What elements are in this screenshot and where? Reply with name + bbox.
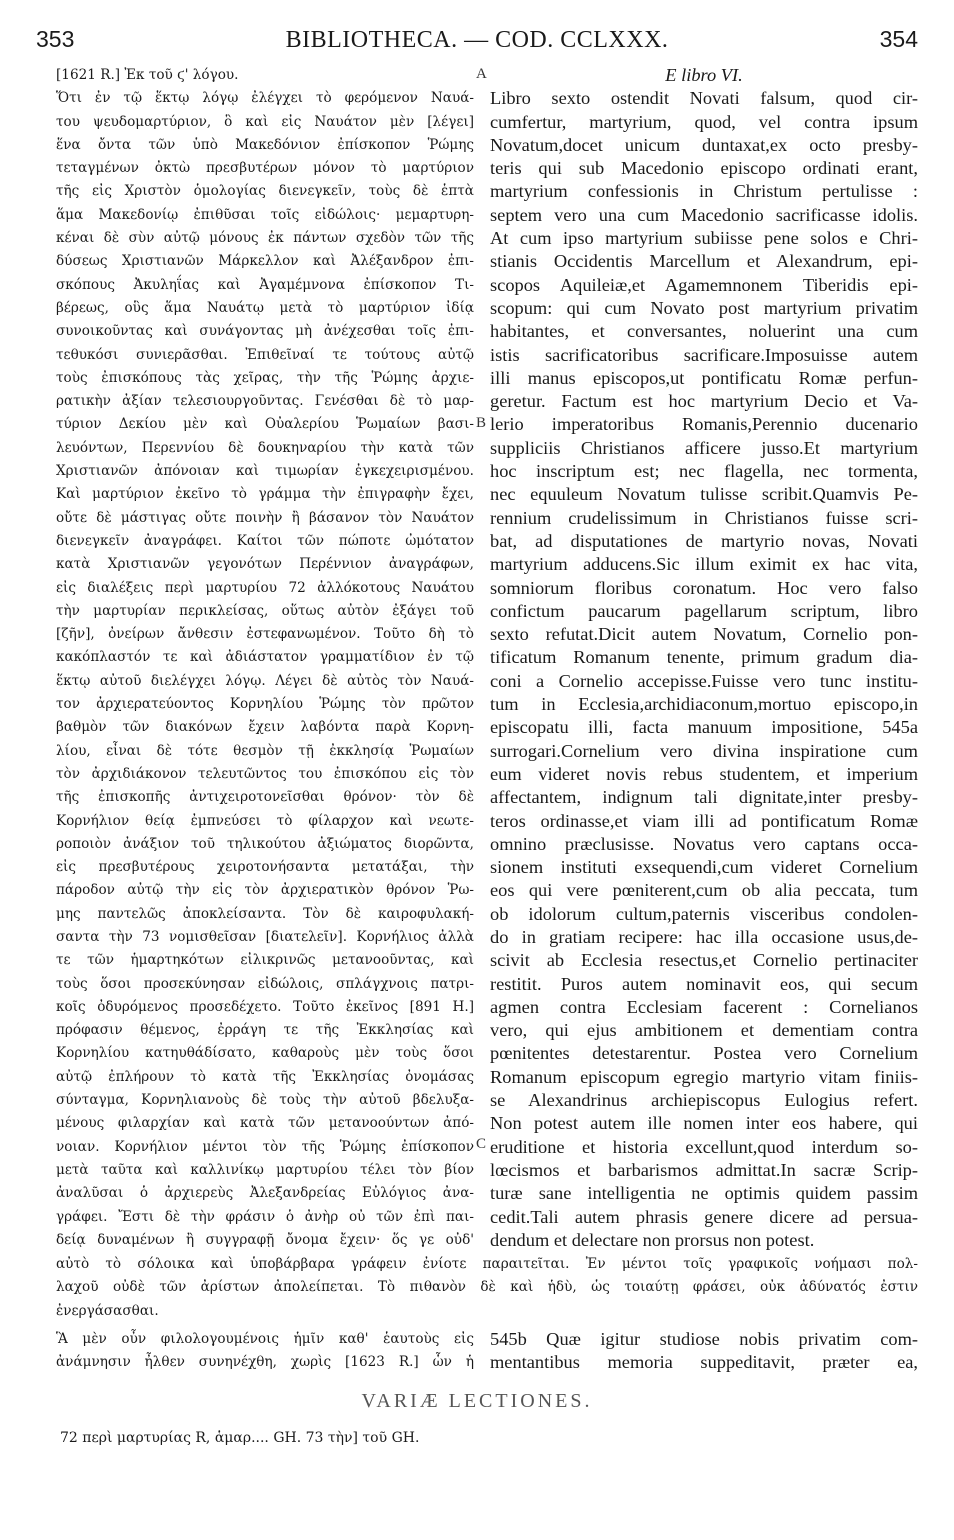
- closing-greek-line: Ἃ μὲν οὖν φιλολογουμένοις ἡμῖν καθ' ἑαυτοὺς εἰς: [56, 1331, 474, 1347]
- latin-text-line: Novatum,docet unicum duntaxat,ex octo presby-: [490, 134, 918, 155]
- greek-text-line: διενεγκεῖν ἀναγράφει. Καίτοι τῶν πώποτε ὠμότατον: [56, 532, 474, 549]
- greek-text-line: λίου, εἶναι δὲ τότε θεσμὸν τῇ ἐκκλησίᾳ Ῥωμαίων: [56, 742, 474, 759]
- latin-text-line: rennium crudelissimum in Christianos fuisse scri-: [490, 507, 918, 528]
- greek-text-line: [1621 R.] Ἐκ τοῦ ϛ' λόγου.: [56, 67, 239, 83]
- greek-text-line: δύσεως Χριστιανῶν Μάρκελλον καὶ Ἀλέξανδρον ἐπι-: [56, 253, 474, 270]
- latin-text-line: teris qui sub Macedonio episcopo ordinati erant,: [490, 158, 918, 179]
- greek-text-line: λευόντων, Περεννίου δὲ δουκηναρίου τὴν κατὰ τῶν: [56, 439, 474, 456]
- latin-text-line: pœnitentes detestarentur. Postea vero Cornelium: [490, 1043, 918, 1064]
- greek-text-line: εἰς διαλέξεις περὶ μαρτυρίου 72 ἀλλόκοτους Ναυάτου: [56, 579, 474, 596]
- greek-text-line: μετὰ ταῦτα καὶ καλλινίκῳ μαρτυρίου τέλει τὸν βίον: [56, 1161, 474, 1178]
- greek-text-line: Κορνηλίου κατηυθάδίσατο, καθαροὺς μὲν τοὺς ὅσοι: [56, 1045, 474, 1062]
- full-width-greek-passage: [56, 1253, 918, 1323]
- latin-text-line: cedit.Tali autem phrasis genere dicere ad persua-: [490, 1206, 918, 1227]
- greek-text-line: ἕνα ὄντα τῶν ὑπὸ Μακεδόνιον ἐπίσκοπον Ῥώμης: [56, 136, 474, 153]
- latin-text-line: confictum paucarum pagellarum scriptum, libro: [490, 600, 918, 621]
- latin-text-line: Non potest autem ille nomen inter eos habere, qui: [490, 1113, 918, 1134]
- latin-text-line: septem vero una cum Macedonio sacrificasse idolis.: [490, 204, 918, 225]
- greek-column: [56, 64, 474, 1252]
- latin-text-line: ob idolorum cultum,paternis visceribus condolen-: [490, 903, 918, 924]
- greek-text-line: [ζῆν], ὀνείρων ἄνθεσιν ἐστεφανωμένον. Τοῦτο δὴ τὸ: [56, 626, 474, 643]
- latin-text-line: do in gratiam recipere: hac illa occasione usus,de-: [490, 926, 918, 947]
- latin-text-line: vero, qui ejus ambitionem et dementiam contra: [490, 1020, 918, 1041]
- running-header: [36, 26, 918, 66]
- latin-text-line: Libro sexto ostendit Novati falsum, quod cir-: [490, 88, 918, 109]
- latin-text-line: scivit ab Ecclesia resectus,et Cornelio pertinaciter: [490, 950, 918, 971]
- full-width-text-line: ἐνεργάσασθαι.: [56, 1302, 159, 1319]
- greek-text-line: τὴν μαρτυρίαν περικλείσας, οὕτως αὐτὸν ἐξάγει τοῦ: [56, 602, 474, 619]
- latin-text-line: turæ sane intelligentia ne optimis quidem passim: [490, 1183, 918, 1204]
- greek-text-line: σκόπους Ἀκυληΐας καὶ Ἀγαμέμνονα ἐπίσκοπον Τι-: [56, 276, 474, 293]
- greek-text-line: βέρεως, οὓς ἅμα Ναυάτῳ μετὰ τὸ μαρτύριον ἰδίᾳ: [56, 299, 474, 316]
- greek-text-line: αὐτῷ ἐπλήρουν τὸ κατὰ τῆς Ἐκκλησίας ὀνομάσας: [56, 1068, 474, 1085]
- latin-text-line: tificatum Romanum tenente, primum gradum dia-: [490, 647, 918, 668]
- latin-text-line: suppliciis Christianos afficere jusso.Et martyrium: [490, 437, 918, 458]
- greek-text-line: σαντα τὴν 73 νομισθεῖσαν [διατελεῖν]. Κορνήλιος ἀλλὰ: [56, 928, 474, 945]
- latin-text-line: coni a Cornelio accepisse.Fuisse vero tunc institu-: [490, 670, 918, 691]
- latin-column: [490, 64, 918, 1252]
- greek-text-line: δείᾳ δυναμένων ἢ συγγραφῇ ὄνομα ἔχειν· ὅς γε οὐδ': [56, 1231, 474, 1248]
- greek-text-line: σύνταγμα, Κορνηλιανοὺς δὲ τοὺς τὴν αὐτοῦ βδελυξα-: [56, 1092, 474, 1109]
- latin-text-line: eos qui vere pœniterent,cum ob alia peccata, tum: [490, 880, 918, 901]
- latin-text-line: teros ordinasse,et viam illi ad pontificatum Romæ: [490, 810, 918, 831]
- greek-text-line: κέναι δὲ σὺν αὐτῷ μόνους ἐκ πάντων σχεδὸν τῶν τῆς: [56, 230, 474, 247]
- greek-text-line: Κορνήλιον θείᾳ ἐμπνεύσει τὸ φίλαρχον καὶ νεωτε-: [56, 812, 474, 829]
- greek-text-line: ἅμα Μακεδονίῳ ἐπιθῦσαι τοῖς εἰδώλοις· μεμαρτυρη-: [56, 206, 474, 223]
- page-number-left: 353: [36, 26, 75, 52]
- greek-text-line: μένους φιλαρχίαν καὶ κατὰ τῶν μετανοούντων ἀπό-: [56, 1115, 474, 1132]
- closing-latin-line: mentantibus memoria suppeditavit, præter ea,: [490, 1352, 918, 1373]
- latin-text-line: Romanum episcopum egregio martyrio vitam finiis-: [490, 1066, 918, 1087]
- greek-text-line: τῆς εἰς Χριστὸν ὁμολογίας διενεγκεῖν, τοὺς δὲ ἑπτὰ: [56, 183, 474, 200]
- greek-text-line: ρατικὴν ἀξίαν τελεσιουργοῦντας. Γενέσθαι δὲ τὸ μαρ-: [56, 393, 474, 410]
- latin-text-line: restitit. Puros autem nominavit eos, qui secum: [490, 973, 918, 994]
- running-title: BIBLIOTHECA. — COD. CCLXXX.: [285, 27, 669, 53]
- greek-text-line: τοὺς ἐπισκόπους τὰς χεῖρας, τὴν τῆς Ῥώμης ἀρχιε-: [56, 369, 474, 386]
- greek-text-line: Ὅτι ἐν τῷ ἕκτῳ λόγῳ ἐλέγχει τὸ φερόμενον Ναυά-: [56, 90, 474, 107]
- footnote-variants: 72 περὶ μαρτυρίας R, ἁμαρ.... GH. 73 τὴν] τοῦ GH.: [60, 1430, 420, 1446]
- greek-text-line: οὔτε δὲ μάστιγας οὔτε ποινὴν ἢ βάσανον τὸν Ναυάτον: [56, 509, 474, 526]
- greek-text-line: τοὺς ὅσοι προσεκύνησαν εἰδώλοις, σπλάγχνοις πατρι-: [56, 975, 474, 992]
- greek-text-line: ροποιὸν ἀνάξιον τοῦ τηλικούτου ἀξιώματος διορῶντα,: [56, 835, 474, 852]
- greek-text-line: πάροδον αὐτῷ τὴν εἰς τὸν ἀρχιερατικὸν θρόνον Ῥω-: [56, 882, 474, 899]
- latin-text-line: martyrium adducens.Sic illum eximit ex hac vita,: [490, 554, 918, 575]
- latin-text-line: surrogari.Cornelium vero divina inspiratione cum: [490, 740, 918, 761]
- greek-text-line: ἀναλῦσαι ὁ ἀρχιερεὺς Ἀλεξανδρείας Εὐλόγιος ἀνα-: [56, 1185, 474, 1202]
- closing-greek-paragraph: [56, 1328, 474, 1375]
- latin-text-line: E libro VI.: [665, 65, 743, 85]
- margin-letter-c: C: [476, 1136, 487, 1152]
- latin-text-line: hoc inscriptum est; nec flagella, nec tormenta,: [490, 461, 918, 482]
- greek-text-line: του ψευδομαρτύριον, ὃ καὶ εἰς Ναυάτον μὲν [λέγει]: [56, 113, 474, 130]
- greek-text-line: τεταγμένων ὀκτὼ πρεσβυτέρων μόνον τὸ μαρτύριον: [56, 160, 474, 177]
- greek-text-line: κακόπλαστόν τε καὶ ἀδιάστατον γραμματίδιον ἐν τῷ: [56, 649, 474, 666]
- latin-text-line: sionem instituti exsequendi,cum videret Cornelium: [490, 857, 918, 878]
- latin-text-line: lerio imperatoribus Romanis,Perennio ducenario: [490, 414, 918, 435]
- closing-latin-paragraph: [490, 1328, 918, 1375]
- latin-text-line: illi manus episcopos,ut pontificatu Romæ perfun-: [490, 367, 918, 388]
- latin-text-line: affectantem, indignum tali dignitate,inter presby-: [490, 787, 918, 808]
- greek-text-line: μης παντελῶς ἀποκλείσαντα. Τὸν δὲ καιροφυλακή-: [56, 905, 474, 922]
- latin-text-line: nec equuleum Novatum tulisse scribit.Quamvis Pe-: [490, 484, 918, 505]
- greek-text-line: νοιαν. Κορνήλιον μέντοι τὸν τῆς Ῥώμης ἐπίσκοπον: [56, 1138, 474, 1155]
- latin-text-line: bat, ad disputationes de martyrio novas, Novati: [490, 530, 918, 551]
- latin-text-line: dendum et delectare non prorsus non potest.: [490, 1229, 815, 1250]
- closing-latin-line: 545b Quæ igitur studiose nobis privatim com-: [490, 1329, 918, 1349]
- latin-text-line: At cum ipso martyrium subiisse pene solos e Chri-: [490, 228, 918, 249]
- variae-lectiones-heading: VARIÆ LECTIONES.: [361, 1390, 593, 1412]
- latin-text-line: se Alexandrinus archiepiscopus Eulogius refert.: [490, 1090, 918, 1111]
- latin-text-line: scopum: qui cum Novato post martyrium privatim: [490, 297, 918, 318]
- latin-text-line: tum in Ecclesia,archidiaconum,mortuo episcopo,in: [490, 694, 918, 715]
- latin-text-line: somniorum floribus coronatum. Hoc vero falso: [490, 577, 918, 598]
- greek-text-line: τῆς ἐπισκοπῆς ἀντιχειροτονεῖσθαι θρόνον· τὸν δὲ: [56, 789, 474, 806]
- full-width-text-line: αὐτὸ τὸ σόλοικα καὶ ὑποβάρβαρα γράφειν ἐνίοτε παραιτεῖται. Ἐν μέντοι τοῖς γραφικοῖς νοήμασι πολ-: [56, 1256, 918, 1272]
- latin-text-line: martyrium confessionis in Christum pertulisse :: [490, 181, 918, 202]
- closing-greek-line: ἀνάμνησιν ἦλθεν συνηνέχθη, χωρὶς [1623 R.] ὧν ἡ: [56, 1354, 474, 1371]
- latin-text-line: istis sacrificatoribus sacrificare.Imposuisse autem: [490, 344, 918, 365]
- greek-text-line: τύριον Δεκίου μὲν καὶ Οὐαλερίου Ῥωμαίων βασι-: [56, 416, 474, 433]
- greek-text-line: κατὰ Χριστιανῶν γεγονότων Περέννιον ἀναγράφων,: [56, 556, 474, 573]
- latin-text-line: eum videret novis rebus studentem, et imperium: [490, 763, 918, 784]
- latin-text-line: scopos Aquileiæ,et Agamemnonem Tiberidis epi-: [490, 274, 918, 295]
- latin-text-line: lœcismos et barbarismos admittat.In sacræ Scrip-: [490, 1159, 918, 1180]
- latin-text-line: eruditione et historia excellunt,quod interdum so-: [490, 1136, 918, 1157]
- greek-text-line: πρόφασιν θέμενος, ἐρράγη τε τῆς Ἐκκλησίας καὶ: [56, 1022, 474, 1039]
- latin-text-line: geretur. Factum est hoc martyrium Decio et Va-: [490, 391, 918, 412]
- greek-text-line: βαθμὸν τῶν διακόνων ἔχειν λαβόντα παρὰ Κορνη-: [56, 719, 474, 736]
- greek-text-line: εἰς πρεσβυτέρους χειροτονήσαντα μετατάξαι, τὴν: [56, 859, 474, 876]
- greek-text-line: Καὶ μαρτύριον ἐκεῖνο τὸ γράμμα τὴν ἐπιγραφὴν ἔχει,: [56, 486, 474, 503]
- latin-text-line: sexto refutat.Dicit autem Novatum, Cornelio pon-: [490, 624, 918, 645]
- latin-text-line: stianis Occidentis Marcellum et Alexandrum, epi-: [490, 251, 918, 272]
- greek-text-line: κοῖς ὀδυρόμενος προσεδέχετο. Τοῦτο ἐκεῖνος [891 H.]: [56, 998, 474, 1015]
- latin-text-line: omnino præclusisse. Novatus vero captans occa-: [490, 833, 918, 854]
- greek-text-line: γράφει. Ἔστι δὲ τὴν φράσιν ὁ ἀνὴρ οὐ τῶν ἐπὶ παι-: [56, 1208, 474, 1225]
- latin-text-line: habitantes, et conversantes, noluerint una cum: [490, 321, 918, 342]
- greek-text-line: τὸν ἀρχιδιάκονον τελευτῶντος του ἐπισκόπου εἰς τὸν: [56, 765, 474, 782]
- greek-text-line: τεθυκόσι συνιερᾶσθαι. Ἐπιθεῖναί τε τούτους αὐτῷ: [56, 346, 474, 363]
- page-number-right: 354: [879, 26, 918, 52]
- margin-letter-b: B: [476, 415, 487, 431]
- greek-text-line: τον ἀρχιερατεύοντος Κορνηλίου Ῥώμης τὸν πρῶτον: [56, 696, 474, 713]
- latin-text-line: episcopatu illi, facta manuum impositione, 545a: [490, 717, 918, 738]
- greek-text-line: τε τῶν ἡμαρτηκότων εἰλικρινῶς μετανοοῦντας, καὶ: [56, 952, 474, 969]
- latin-text-line: cumfertur, martyrium, quod, vel contra ipsum: [490, 111, 918, 132]
- latin-text-line: agmen contra Ecclesiam facerent : Cornelianos: [490, 996, 918, 1017]
- greek-text-line: Χριστιανῶν ἀπόνοιαν καὶ τιμωρίαν ἐγκεχειρισμένου.: [56, 463, 474, 480]
- margin-letter-a: A: [476, 66, 487, 82]
- greek-text-line: ἕκτῳ αὐτοῦ διελέγχει λόγῳ. Λέγει δὲ αὐτὸς τὸν Ναυά-: [56, 672, 474, 689]
- full-width-text-line: λαχοῦ οὐδὲ τῶν ἀρίστων ἀπολείπεται. Τὸ πιθανὸν δὲ καὶ ἡδὺ, ὡς τοιαύτῃ φράσει, οὐκ ἀδύνατός ἐστιν: [56, 1279, 918, 1296]
- greek-text-line: συνοικοῦντας καὶ συνάγοντας μὴ ἀνέχεσθαι τοῖς ἐπι-: [56, 323, 474, 340]
